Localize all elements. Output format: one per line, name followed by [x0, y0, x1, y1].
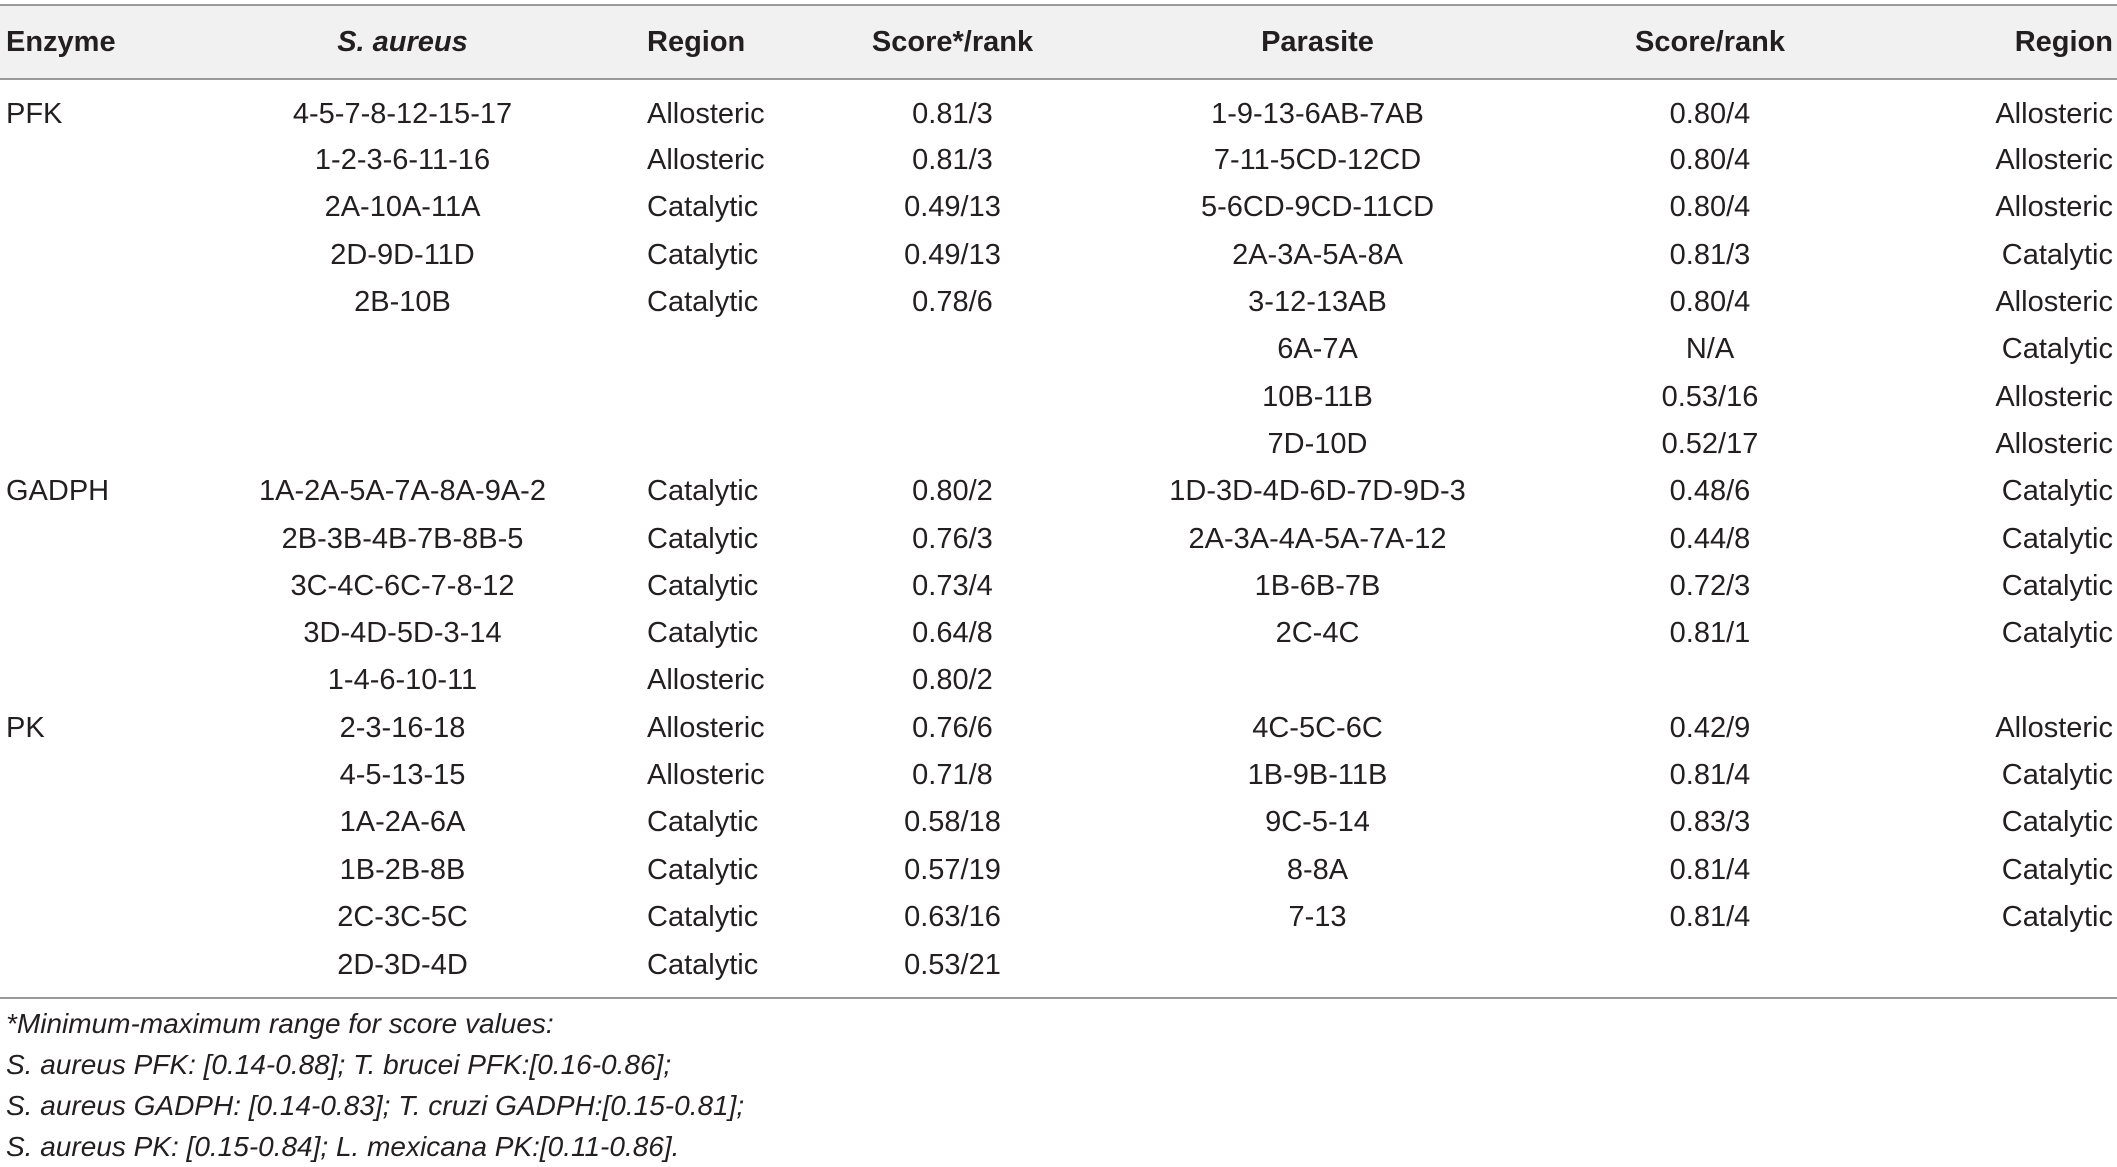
score-rank-cell: 0.57/19 — [904, 853, 1001, 886]
header-s-aureus: S. aureus — [180, 5, 625, 79]
table-row — [0, 468, 2117, 515]
s-aureus-cell: 2D-9D-11D — [330, 238, 475, 271]
header-region: Region — [625, 5, 830, 79]
region-cell: Catalytic — [647, 286, 759, 319]
region-cell: Catalytic — [647, 522, 759, 555]
enzyme-cell: PK — [6, 711, 45, 744]
parasite-score-rank-cell: 0.80/4 — [1669, 191, 1751, 224]
parasite-cell: 7D-10D — [1267, 427, 1368, 460]
footnote-line: S. aureus PK: [0.15-0.84]; L. mexicana PK:[0.11-0.86]. — [6, 1131, 680, 1162]
enzyme-cell — [0, 610, 180, 657]
parasite-score-rank-cell: N/A — [1685, 333, 1735, 366]
table-row — [0, 326, 2117, 373]
parasite-region-cell: Catalytic — [2001, 759, 2113, 791]
parasite-region-cell: Catalytic — [2001, 617, 2113, 650]
score-rank-cell: 0.63/16 — [904, 900, 1001, 933]
region-cell: Catalytic — [647, 238, 759, 271]
parasite-score-rank-cell: 0.81/3 — [1669, 238, 1751, 271]
parasite-score-rank-cell: 0.52/17 — [1661, 427, 1759, 460]
region-cell: Allosteric — [647, 144, 765, 177]
parasite-score-rank-cell — [1560, 657, 1860, 704]
parasite-cell: 7-13 — [1288, 900, 1347, 933]
score-rank-cell: 0.76/3 — [912, 522, 993, 555]
table-row — [0, 657, 2117, 704]
region-cell: Allosteric — [647, 711, 765, 744]
enzyme-cell — [0, 799, 180, 846]
parasite-region-cell: Catalytic — [2001, 806, 2113, 839]
s-aureus-cell — [180, 326, 625, 373]
enzyme-cell — [0, 515, 180, 562]
header-parasite: Parasite — [1075, 5, 1560, 79]
parasite-cell: 9C-5-14 — [1265, 806, 1370, 839]
parasite-cell: 5-6CD-9CD-11CD — [1200, 191, 1435, 224]
region-cell: Catalytic — [647, 948, 759, 981]
parasite-cell: 7-11-5CD-12CD — [1213, 144, 1422, 177]
parasite-region-cell — [1860, 657, 2117, 704]
s-aureus-cell: 1-4-6-10-11 — [327, 664, 478, 697]
table-row — [0, 610, 2117, 657]
region-cell: Catalytic — [647, 191, 759, 224]
parasite-region-cell: Catalytic — [2001, 900, 2113, 933]
parasite-score-rank-cell: 0.42/9 — [1669, 711, 1751, 744]
parasite-cell: 3-12-13AB — [1248, 286, 1387, 319]
parasite-cell: 2C-4C — [1275, 617, 1360, 650]
s-aureus-cell — [180, 373, 625, 420]
parasite-region-cell: Allosteric — [1995, 380, 2113, 413]
table-row — [0, 421, 2117, 468]
region-cell: Catalytic — [647, 569, 759, 602]
parasite-region-cell: Catalytic — [2001, 569, 2113, 602]
s-aureus-cell — [180, 421, 625, 468]
parasite-score-rank-cell: 0.48/6 — [1669, 475, 1751, 508]
score-rank-cell: 0.49/13 — [904, 191, 1001, 224]
parasite-score-rank-cell: 0.81/4 — [1669, 853, 1751, 886]
s-aureus-cell: 2B-3B-4B-7B-8B-5 — [281, 522, 524, 555]
enzyme-cell: GADPH — [6, 475, 110, 508]
table-row — [0, 232, 2117, 279]
parasite-region-cell: Allosteric — [1995, 191, 2113, 224]
score-rank-cell — [830, 421, 1075, 468]
enzyme-cell: PFK — [6, 98, 63, 130]
s-aureus-cell: 2-3-16-18 — [339, 711, 466, 744]
header-parasite-score-rank: Score/rank — [1560, 5, 1860, 79]
enzyme-cell — [0, 563, 180, 610]
footnote-line: *Minimum-maximum range for score values: — [6, 1008, 554, 1039]
region-cell: Catalytic — [647, 900, 759, 933]
parasite-cell: 1D-3D-4D-6D-7D-9D-3 — [1169, 475, 1466, 508]
region-cell — [625, 373, 830, 420]
table-row — [0, 846, 2117, 893]
score-rank-cell — [830, 326, 1075, 373]
parasite-score-rank-cell: 0.53/16 — [1661, 380, 1759, 413]
parasite-region-cell: Catalytic — [2001, 238, 2113, 271]
parasite-score-rank-cell: 0.81/4 — [1669, 759, 1751, 791]
parasite-region-cell: Allosteric — [1995, 144, 2113, 177]
parasite-score-rank-cell: 0.72/3 — [1669, 569, 1751, 602]
region-cell: Catalytic — [647, 617, 759, 650]
table-row — [0, 373, 2117, 420]
s-aureus-cell: 1A-2A-5A-7A-8A-9A-2 — [259, 475, 546, 508]
table-row — [0, 563, 2117, 610]
region-cell: Catalytic — [647, 806, 759, 839]
table-row — [0, 941, 2117, 999]
parasite-cell: 2A-3A-5A-8A — [1232, 238, 1403, 271]
s-aureus-cell: 2B-10B — [354, 286, 451, 319]
table-row — [0, 799, 2117, 846]
table-header — [0, 5, 2117, 79]
parasite-region-cell: Allosteric — [1995, 427, 2113, 460]
score-rank-cell: 0.53/21 — [904, 948, 1001, 981]
table-row — [0, 705, 2117, 752]
s-aureus-cell: 1A-2A-6A — [339, 806, 466, 839]
parasite-cell: 1-9-13-6AB-7AB — [1211, 98, 1424, 130]
region-cell: Catalytic — [647, 853, 759, 886]
parasite-region-cell — [1860, 941, 2117, 999]
parasite-region-cell: Allosteric — [1995, 98, 2113, 130]
region-cell: Catalytic — [647, 475, 759, 508]
score-rank-cell: 0.80/2 — [912, 475, 993, 508]
region-cell: Allosteric — [647, 759, 765, 791]
s-aureus-cell: 2C-3C-5C — [337, 900, 468, 933]
s-aureus-cell: 2A-10A-11A — [324, 191, 481, 224]
parasite-cell: 1B-6B-7B — [1254, 569, 1381, 602]
score-rank-cell: 0.49/13 — [904, 238, 1001, 271]
table-row — [0, 515, 2117, 562]
score-rank-cell: 0.73/4 — [912, 569, 993, 602]
parasite-cell: 10B-11B — [1262, 380, 1373, 413]
s-aureus-cell: 3C-4C-6C-7-8-12 — [290, 569, 515, 602]
enzyme-cell — [0, 326, 180, 373]
parasite-score-rank-cell: 0.80/4 — [1669, 144, 1751, 177]
enzyme-cell — [0, 279, 180, 326]
parasite-region-cell: Catalytic — [2001, 333, 2113, 366]
header-parasite-region: Region — [1860, 5, 2117, 79]
score-rank-cell: 0.71/8 — [912, 759, 993, 791]
table-bottom-rule — [0, 997, 2117, 999]
enzyme-cell — [0, 941, 180, 999]
table-row — [0, 79, 2117, 137]
s-aureus-cell: 3D-4D-5D-3-14 — [303, 617, 502, 650]
table-row — [0, 184, 2117, 231]
footnote-line: S. aureus PFK: [0.14-0.88]; T. brucei PFK:[0.16-0.86]; — [6, 1049, 672, 1080]
score-rank-cell: 0.80/2 — [912, 664, 993, 697]
s-aureus-cell: 2D-3D-4D — [337, 948, 468, 981]
footnote-line: S. aureus GADPH: [0.14-0.83]; T. cruzi GADPH:[0.15-0.81]; — [6, 1090, 745, 1121]
enzyme-cell — [0, 846, 180, 893]
parasite-score-rank-cell: 0.81/4 — [1669, 900, 1751, 933]
parasite-region-cell: Catalytic — [2001, 522, 2113, 555]
parasite-region-cell: Catalytic — [2001, 853, 2113, 886]
header-enzyme: Enzyme — [0, 5, 180, 79]
score-rank-cell: 0.81/3 — [912, 98, 993, 130]
parasite-region-cell: Allosteric — [1995, 711, 2113, 744]
s-aureus-cell: 4-5-7-8-12-15-17 — [292, 98, 513, 130]
score-rank-cell: 0.64/8 — [912, 617, 993, 650]
table-body — [0, 79, 2117, 999]
table-row — [0, 279, 2117, 326]
parasite-score-rank-cell: 0.81/1 — [1669, 617, 1751, 650]
enzyme-cell — [0, 752, 180, 799]
parasite-region-cell: Allosteric — [1995, 286, 2113, 319]
parasite-score-rank-cell: 0.80/4 — [1669, 98, 1751, 130]
parasite-cell: 6A-7A — [1277, 333, 1358, 366]
score-rank-cell: 0.78/6 — [912, 286, 993, 319]
table-footnotes — [6, 1003, 744, 1167]
region-cell: Allosteric — [647, 664, 765, 697]
results-table — [0, 4, 2117, 999]
header-row — [0, 5, 2117, 79]
enzyme-cell — [0, 373, 180, 420]
table-row — [0, 752, 2117, 799]
s-aureus-cell: 4-5-13-15 — [339, 759, 466, 791]
table-row — [0, 137, 2117, 184]
parasite-cell: 8-8A — [1286, 853, 1349, 886]
enzyme-cell — [0, 657, 180, 704]
parasite-cell — [1075, 657, 1560, 704]
table-row — [0, 894, 2117, 941]
score-rank-cell: 0.76/6 — [912, 711, 993, 744]
enzyme-cell — [0, 232, 180, 279]
score-rank-cell: 0.81/3 — [912, 144, 993, 177]
parasite-score-rank-cell: 0.80/4 — [1669, 286, 1751, 319]
enzyme-cell — [0, 421, 180, 468]
s-aureus-cell: 1B-2B-8B — [339, 853, 466, 886]
region-cell — [625, 421, 830, 468]
region-cell — [625, 326, 830, 373]
enzyme-cell — [0, 894, 180, 941]
s-aureus-cell: 1-2-3-6-11-16 — [314, 144, 491, 177]
parasite-cell: 2A-3A-4A-5A-7A-12 — [1188, 522, 1447, 555]
parasite-region-cell: Catalytic — [2001, 475, 2113, 508]
score-rank-cell — [830, 373, 1075, 420]
parasite-score-rank-cell: 0.83/3 — [1669, 806, 1751, 839]
region-cell: Allosteric — [647, 98, 765, 130]
parasite-score-rank-cell: 0.44/8 — [1669, 522, 1751, 555]
score-rank-cell: 0.58/18 — [904, 806, 1001, 839]
parasite-cell — [1075, 941, 1560, 999]
enzyme-cell — [0, 184, 180, 231]
parasite-cell: 1B-9B-11B — [1247, 759, 1388, 791]
parasite-cell: 4C-5C-6C — [1252, 711, 1383, 744]
parasite-score-rank-cell — [1560, 941, 1860, 999]
enzyme-cell — [0, 137, 180, 184]
header-score-rank: Score*/rank — [830, 5, 1075, 79]
